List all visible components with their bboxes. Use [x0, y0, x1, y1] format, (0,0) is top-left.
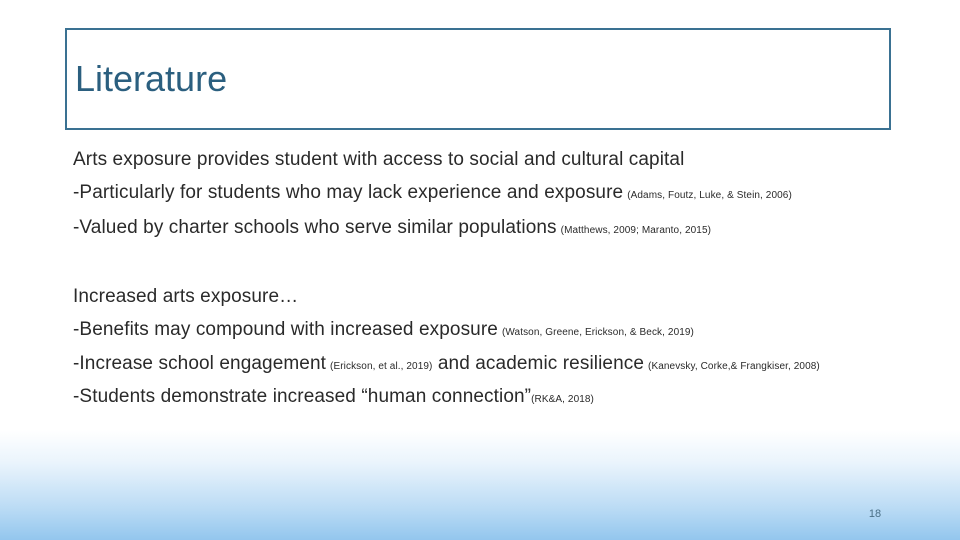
- line-text: -Students demonstrate increased “human connection”: [73, 386, 532, 407]
- line-text: -Increase school engagement: [73, 353, 327, 374]
- line-text: -Valued by charter schools who serve similar populations: [73, 217, 557, 238]
- citation: (Matthews, 2009; Maranto, 2015): [560, 225, 712, 236]
- citation: (Adams, Foutz, Luke, & Stein, 2006): [627, 190, 792, 201]
- citation: (Watson, Greene, Erickson, & Beck, 2019): [501, 327, 694, 338]
- body-line-5: [73, 319, 694, 341]
- body-line-7: [73, 386, 594, 408]
- citation: (Erickson, et al., 2019): [330, 361, 433, 372]
- line-text-continued: and academic resilience: [437, 353, 645, 374]
- body-line-4: [73, 286, 298, 308]
- background-gradient: [0, 430, 960, 540]
- line-text: Increased arts exposure…: [73, 286, 299, 307]
- body-line-1: [73, 149, 684, 171]
- line-text: Arts exposure provides student with access to social and cultural capital: [73, 149, 685, 170]
- citation: (Kanevsky, Corke,& Frangkiser, 2008): [648, 361, 820, 372]
- line-text: -Benefits may compound with increased exposure: [73, 319, 498, 340]
- body-line-2: [73, 182, 792, 204]
- citation: (RK&A, 2018): [531, 394, 594, 405]
- body-line-3: [73, 217, 711, 239]
- body-line-6: [73, 353, 820, 375]
- page-number: 18: [868, 508, 882, 520]
- title-frame: [65, 28, 891, 130]
- line-text: -Particularly for students who may lack experience and exposure: [73, 182, 624, 203]
- slide-title: Literature: [75, 58, 228, 99]
